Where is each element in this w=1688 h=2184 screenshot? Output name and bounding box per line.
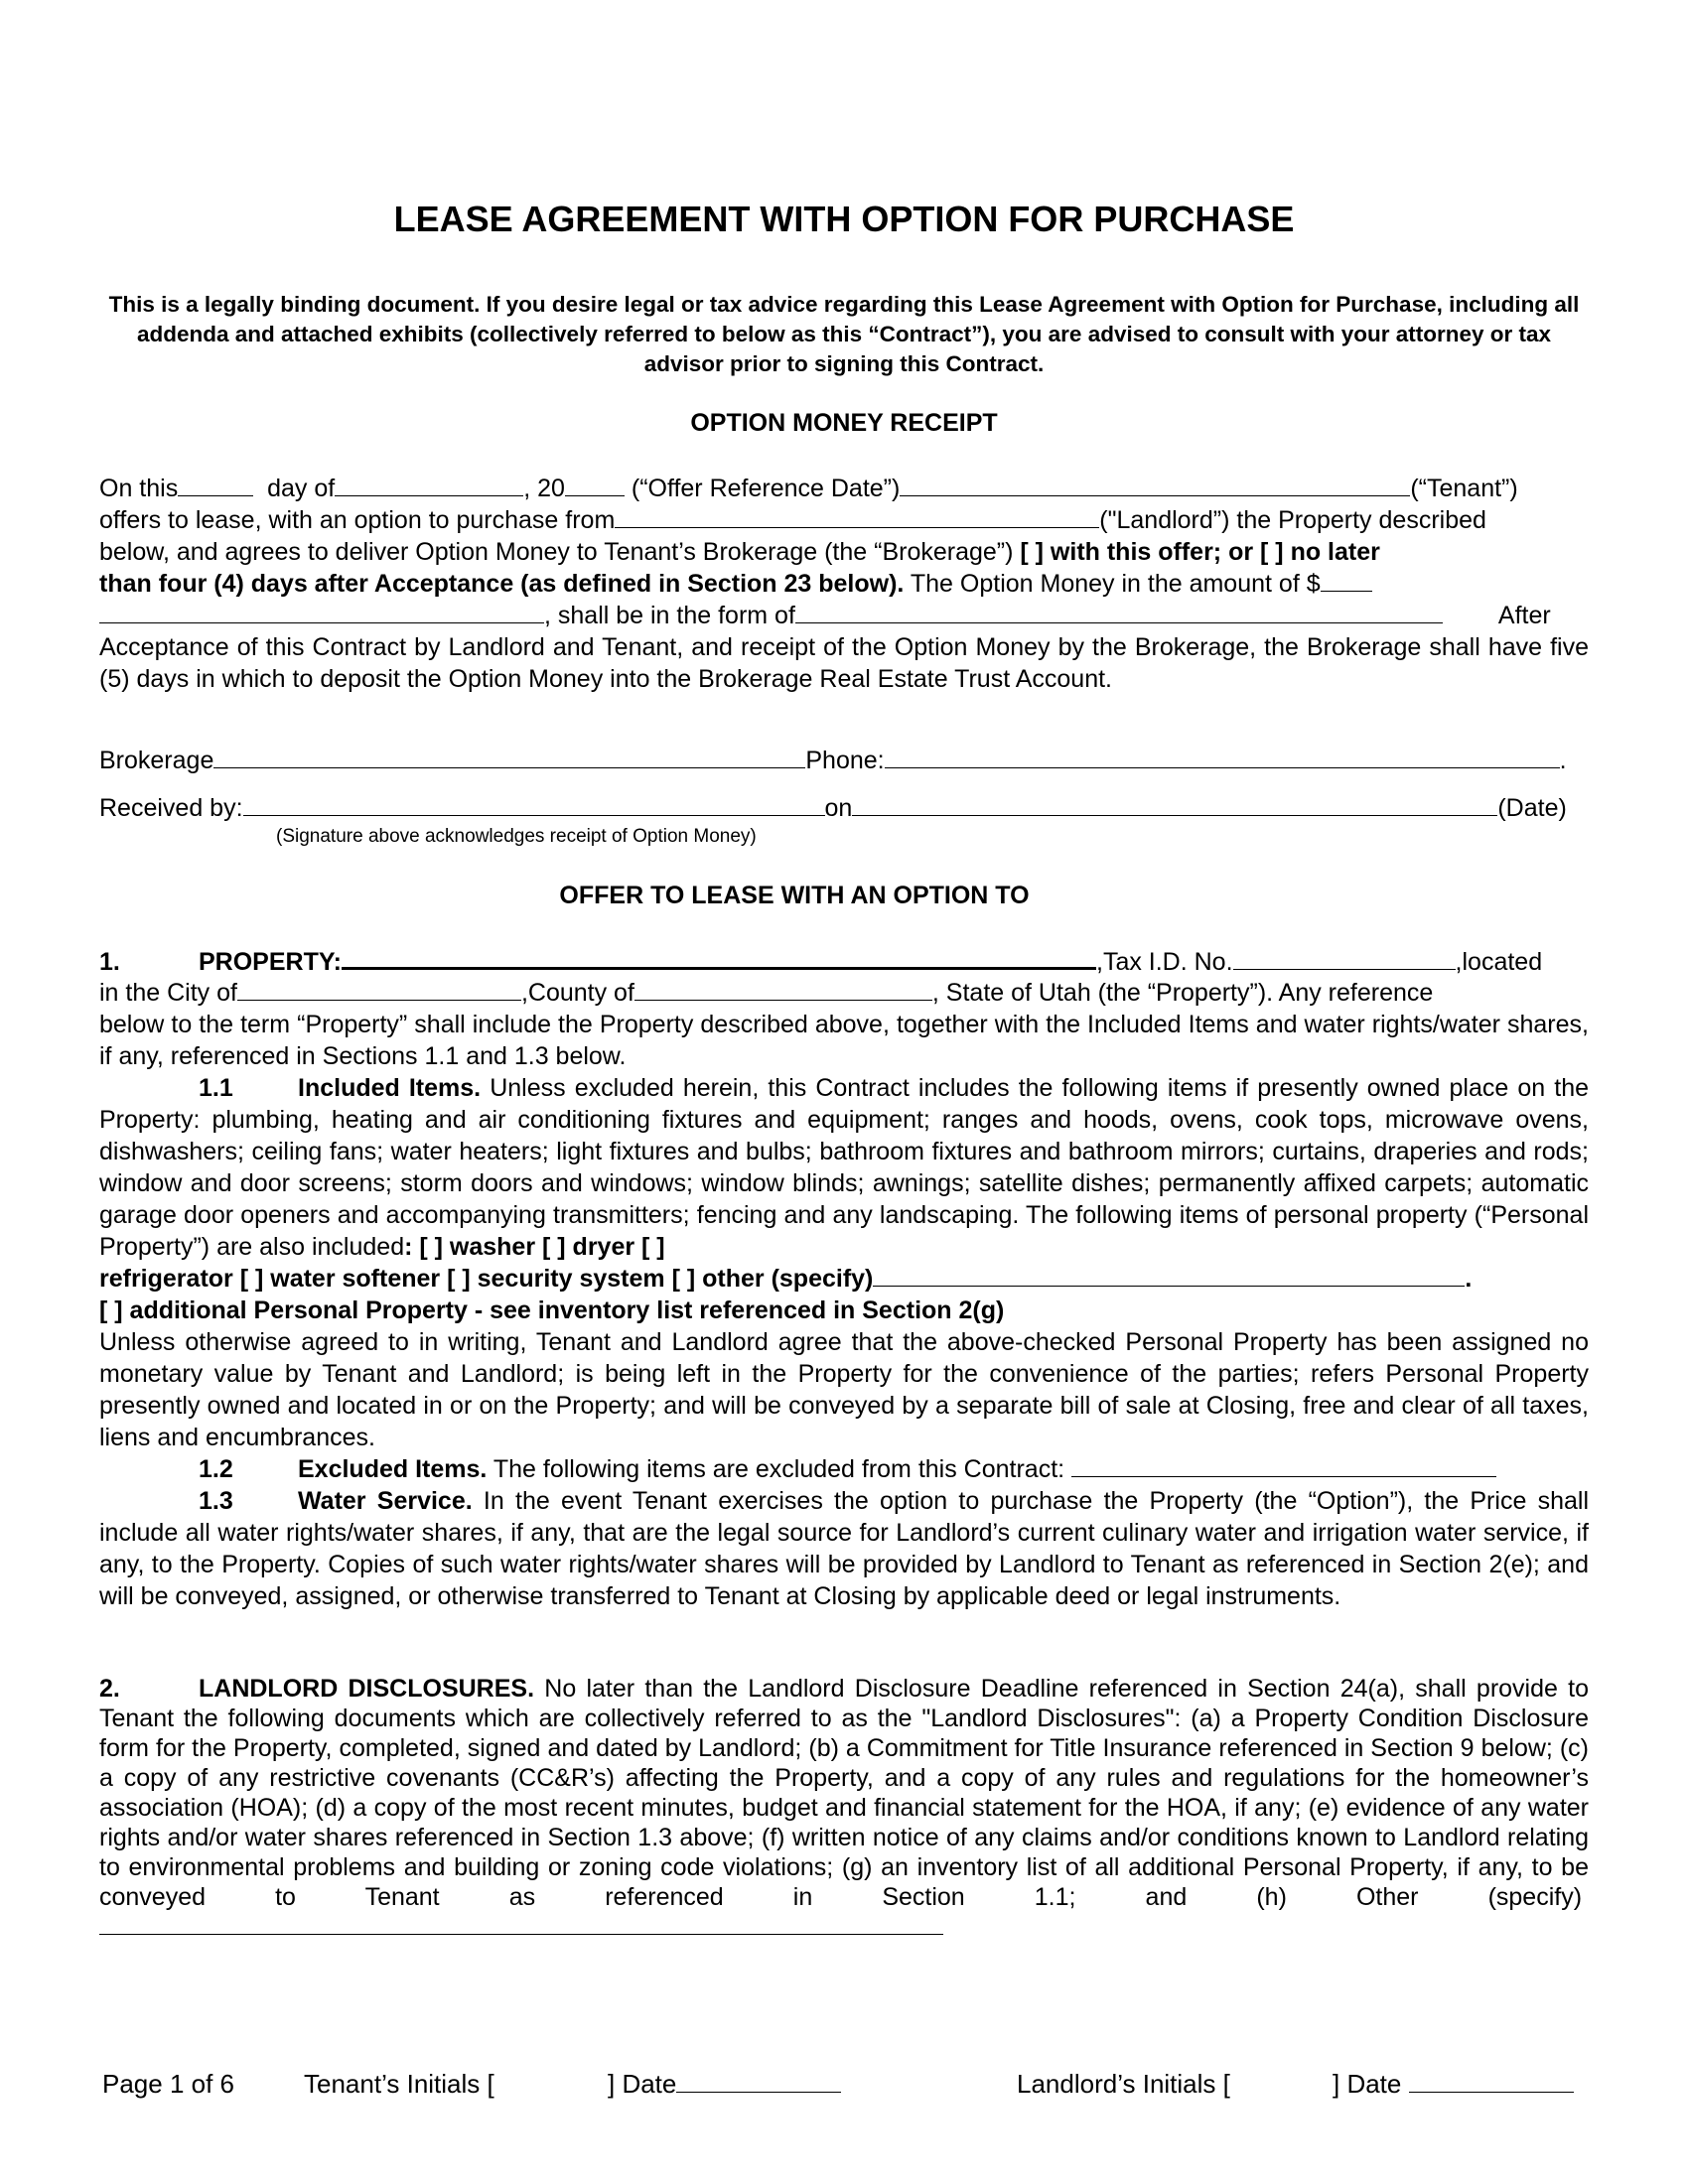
receipt-line-3: below, and agrees to deliver Option Money to Tenant’s Brokerage (the “Brokerage”) [ ] with this offer; or [ ] no later (99, 538, 1380, 566)
brokerage-field[interactable] (213, 746, 805, 768)
landlord-date-label: ] Date (1333, 2069, 1574, 2100)
tenant-date-label: ] Date (608, 2069, 841, 2100)
received-by-field[interactable] (243, 793, 825, 816)
section-1-3: 1.3 Water Service. In the event Tenant exercises the option to purchase the Property (the “Option”), the Price shall include all water rights/water shares, if any, that are the legal source for Landlord’s current culinary water and irrigation water service, if any, to the Property. Copies of such water rights/water shares will be provided by Landlord to Tenant as referenced in Section 2(e); and will be conveyed, assigned, or otherwise transferred to Tenant at Closing by applicable deed or legal instruments. (99, 1487, 1589, 1610)
section-2: 2. LANDLORD DISCLOSURES. No later than the Landlord Disclosure Deadline referenced in Section 24(a), shall provide to Tenant the following documents which are collectively referred to as the "Landlord Disclosures": (a) a Property Condition Disclosure form for the Property, completed, signed and dated by Landlord; (b) a Commitment for Title Insurance referenced in Section 9 below; (c) a copy of any restrictive covenants (CC&R’s) affecting the Property, and a copy of any rules and regulations for the homeowner’s association (HOA); (d) a copy of the most recent minutes, budget and financial statement for the HOA, if any; (e) evidence of any water rights and/or water shares referenced in Section 1.3 above; (f) written notice of any claims and/or conditions known to Landlord relating to environmental problems and building or zoning code violations; (g) an inventory list of all additional Personal Property, if any, to be conveyed to Tenant as referenced in Section 1.1; and (h) Other (specify) (99, 1674, 1589, 1942)
other-specify-field[interactable] (873, 1264, 1465, 1287)
phone-field[interactable] (885, 746, 1560, 768)
landlord-initials-label: Landlord’s Initials [ (1017, 2069, 1230, 2099)
offer-heading: OFFER TO LEASE WITH AN OPTION TO (559, 882, 1030, 909)
tenant-name-field[interactable] (900, 474, 1410, 496)
landlord-date-field[interactable] (1409, 2070, 1574, 2093)
excluded-items-field[interactable] (1071, 1454, 1496, 1477)
received-date-field[interactable] (852, 793, 1497, 816)
received-by-line: Received by: on (Date) (99, 794, 1567, 822)
page-number: Page 1 of 6 (102, 2069, 234, 2099)
receipt-line-5: , shall be in the form of After (99, 600, 1589, 631)
section-1-1-after: Unless otherwise agreed to in writing, Tenant and Landlord agree that the above-checked Personal Property has been assigned no monetary value by Tenant and Landlord; is being left in the Property for the convenience of the parties; refers Personal Property presently owned and located in or on the Property; and will be conveyed by a separate bill of sale at Closing, free and clear of all taxes, liens and encumbrances. (99, 1328, 1589, 1451)
receipt-acceptance: Acceptance of this Contract by Landlord and Tenant, and receipt of the Option Money by the Brokerage, the Brokerage shall have five (5) days in which to deposit the Option Money into the Brokerage Real Estate Trust Account. (99, 633, 1589, 693)
brokerage-line: Brokerage Phone: . (99, 747, 1567, 774)
landlord-name-field[interactable] (615, 505, 1099, 528)
year-field[interactable] (565, 474, 625, 496)
section-1-1: 1.1 Included Items. Unless excluded herein, this Contract includes the following items if presently owned place on the Property: plumbing, heating and air conditioning fixtures and equipment; ranges and hoods, ovens, cook tops, microwave ovens, dishwashers; ceiling fans; water heaters; light fixtures and bulbs; bathroom fixtures and bathroom mirrors; curtains, draperies and rods; window and door screens; storm doors and windows; window blinds; awnings; satellite dishes; permanently affixed carpets; automatic garage door openers and accompanying transmitters; fencing and any landscaping. The following items of personal property (“Personal Property”) are also included: [ ] washer [ ] dryer [ ] (99, 1074, 1589, 1261)
section-1-line-1: 1. PROPERTY: ,Tax I.D. No. ,located (99, 945, 1589, 978)
tenant-date-field[interactable] (676, 2070, 841, 2093)
receipt-line-2: offers to lease, with an option to purchase from ("Landlord”) the Property described (99, 506, 1486, 534)
property-address-field[interactable] (342, 945, 1096, 970)
receipt-line-4: than four (4) days after Acceptance (as defined in Section 23 below). The Option Money in the amount of $ (99, 568, 1589, 600)
section-1-line-2: in the City of ,County of , State of Utah (the “Property”). Any reference (99, 979, 1434, 1007)
legal-notice: This is a legally binding document. If you desire legal or tax advice regarding this Lease Agreement with Option for Purchase, including all addenda and attached exhibits (collectively referred to below as this “Contract”), you are advised to consult with your attorney or tax advisor prior to signing this Contract. (108, 292, 1580, 376)
option-amount-words-field[interactable] (99, 601, 544, 623)
document-title: LEASE AGREEMENT WITH OPTION FOR PURCHASE (393, 199, 1295, 239)
section-1-1-additional: [ ] additional Personal Property - see inventory list referenced in Section 2(g) (99, 1297, 1005, 1324)
signature-note: (Signature above acknowledges receipt of Option Money) (276, 826, 757, 847)
county-field[interactable] (634, 978, 932, 1001)
tenant-initials-label: Tenant’s Initials [ (304, 2069, 494, 2099)
city-field[interactable] (237, 978, 521, 1001)
form-of-field[interactable] (795, 601, 1443, 623)
section-1-1-items: refrigerator [ ] water softener [ ] security system [ ] other (specify) . (99, 1265, 1473, 1293)
receipt-heading: OPTION MONEY RECEIPT (690, 409, 998, 437)
month-field[interactable] (335, 474, 523, 496)
option-amount-field[interactable] (1321, 569, 1372, 592)
receipt-line-1: On this day of , 20 (“Offer Reference Date”) (“Tenant”) (99, 475, 1518, 502)
section-1-text: below to the term “Property” shall include the Property described above, together with the Included Items and water rights/water shares, if any, referenced in Sections 1.1 and 1.3 below. (99, 1011, 1589, 1070)
section-1-2: 1.2 Excluded Items. The following items are excluded from this Contract: (99, 1453, 1589, 1485)
other-disclosure-field[interactable] (99, 1912, 943, 1935)
day-field[interactable] (178, 474, 253, 496)
tax-id-field[interactable] (1233, 947, 1456, 970)
